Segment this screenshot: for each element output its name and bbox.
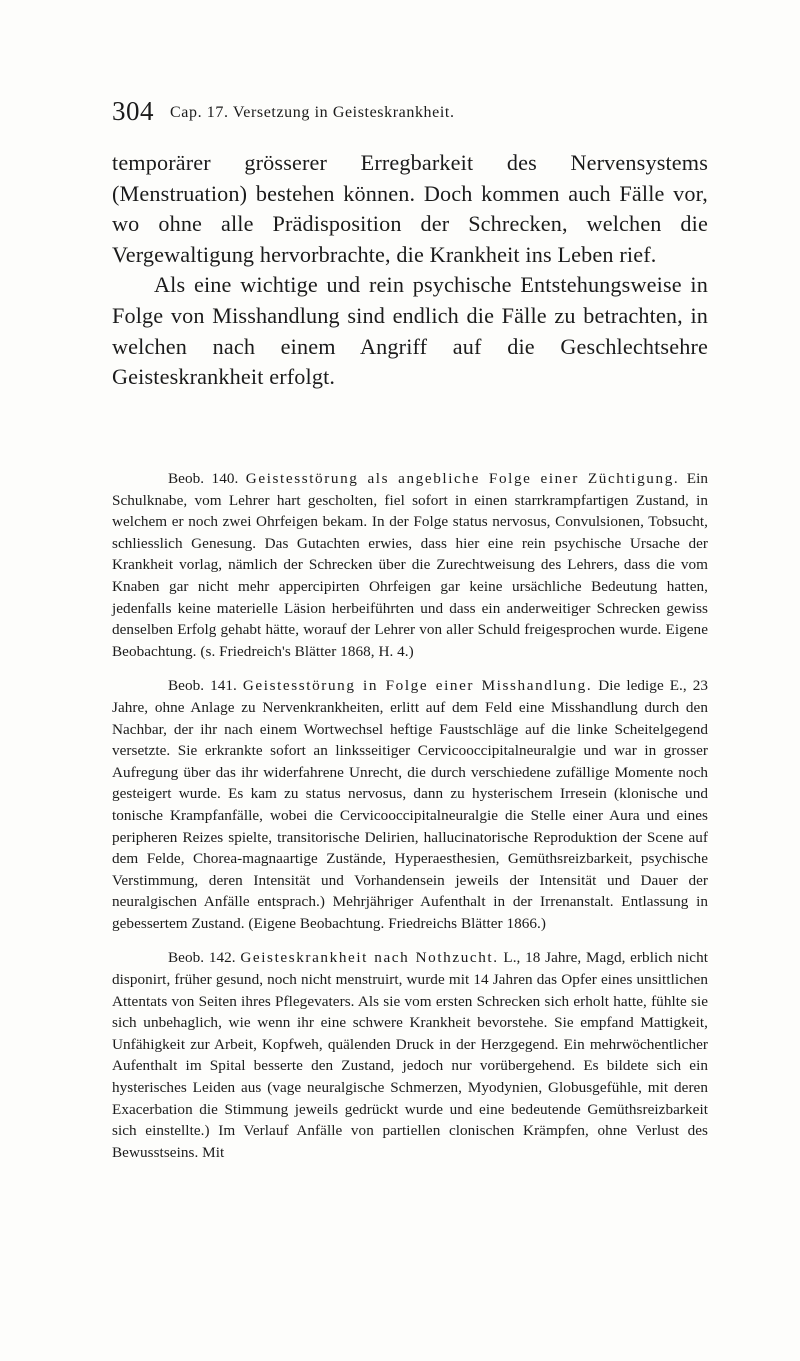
paragraph-2: Als eine wichtige und rein psychische Entstehungsweise in Folge von Misshandlung sind endlich die Fälle zu betrachten, in welchen nach einem Angriff auf die Geschlechtsehre Geisteskrankheit erfolgt. (112, 272, 708, 390)
page-header (112, 96, 712, 132)
running-head: Cap. 17. Versetzung in Geisteskrankheit. (170, 104, 455, 121)
page-number: 304 (112, 96, 154, 126)
paragraph-1: temporärer grösserer Erregbarkeit des Nervensystems (Menstruation) bestehen können. Doch kommen auch Fälle vor, wo ohne alle Prädisposition der Schrecken, welchen die Vergewaltigung hervorbrachte, die Krankheit ins Leben rief. (112, 150, 708, 267)
observation-142 (112, 947, 708, 1163)
observation-text: Ein Schulknabe, vom Lehrer hart gescholten, fiel sofort in einen starrkrampfartigen Zustand, in welchem er noch zwei Ohrfeigen bekam. In der Folge status nervosus, Convulsionen, Tobsucht, schliesslich Genesung. Das Gutachten erwies, dass hier eine rein psychische Ursache der Krankheit vorlag, nämlich der Schrecken über die Zurechtweisung des Lehrers, dass die vom Knaben gar nicht mehr appercipirten Ohrfeigen gar keine ursächliche Bedeutung hatten, jedenfalls keine materielle Läsion herbeiführten und dass ein anderweitiger Schrecken gewiss denselben Erfolg gehabt hätte, worauf der Lehrer von aller Schuld freigesprochen wurde. Eigene Beobachtung. (s. Friedreich's Blätter 1868, H. 4.) (112, 470, 708, 660)
observation-title: Geisteskrankheit nach Nothzucht. (240, 949, 499, 967)
observation-140 (112, 468, 708, 662)
observation-label: Beob. 140. (168, 470, 239, 487)
observation-text: L., 18 Jahre, Magd, erblich nicht disponirt, früher gesund, noch nicht menstruirt, wurde mit 14 Jahren das Opfer eines unsittlichen Attentats von Seiten ihres Pflegevaters. Als sie vom ersten Schrecken sich erholt hatte, fühlte sie sich unbehaglich, wie wenn ihr eine schwere Krankheit bevorstehe. Sie empfand Mattigkeit, Unfähigkeit zur Arbeit, Kopfweh, quälenden Druck in der Herzgegend. Ein mehrwöchentlicher Aufenthalt im Spital besserte den Zustand, jedoch nur vorübergehend. Es bildete sich ein hysterisches Leiden aus (vage neuralgische Schmerzen, Myodynien, Globusgefühle, mit deren Exacerbation die Stimmung jeweils gedrückt wurde und eine bedeutende Gemüthsreizbarkeit sich einstellte.) Im Verlauf Anfälle von partiellen clonischen Krämpfen, ohne Verlust des Bewusstseins. Mit (112, 949, 708, 1161)
main-text (112, 148, 708, 393)
observation-141 (112, 675, 708, 934)
observation-label: Beob. 142. (168, 949, 236, 967)
observation-label: Beob. 141. (168, 677, 237, 695)
observations (112, 468, 708, 1176)
observation-text: Die ledige E., 23 Jahre, ohne Anlage zu Nervenkrankheiten, erlitt auf dem Feld eine Misshandlung durch den Nachbar, der ihr nach einem Wortwechsel heftige Faustschläge auf die linke Scheitelgegend versetzte. Sie erkrankte sofort an linksseitiger Cervicooccipitalneuralgie und war in grosser Aufregung über das ihr widerfahrene Unrecht, die durch verschiedene zufällige Momente noch gesteigert wurde. Es kam zu status nervosus, dann zu hysterischem Irresein (klonische und tonische Krampfanfälle, wobei die Cervicooccipitalneuralgie die Stelle einer Aura und eines peripheren Reizes spielte, transitorische Delirien, hallucinatorische Reproduktion der Scene auf dem Felde, Chorea-magnaartige Zustände, Hyperaesthesien, Gemüthsreizbarkeit, psychische Verstimmung, deren Intensität und Vorhandensein jeweils der Intensität und Dauer der neuralgischen Anfälle entsprach.) Mehrjähriger Aufenthalt in der Irrenanstalt. Entlassung in gebessertem Zustand. (Eigene Beobachtung. Friedreichs Blätter 1866.) (112, 677, 708, 932)
observation-title: Geistesstörung als angebliche Folge einer Züchtigung. (245, 470, 680, 487)
observation-title: Geistesstörung in Folge einer Misshandlung. (242, 677, 593, 695)
